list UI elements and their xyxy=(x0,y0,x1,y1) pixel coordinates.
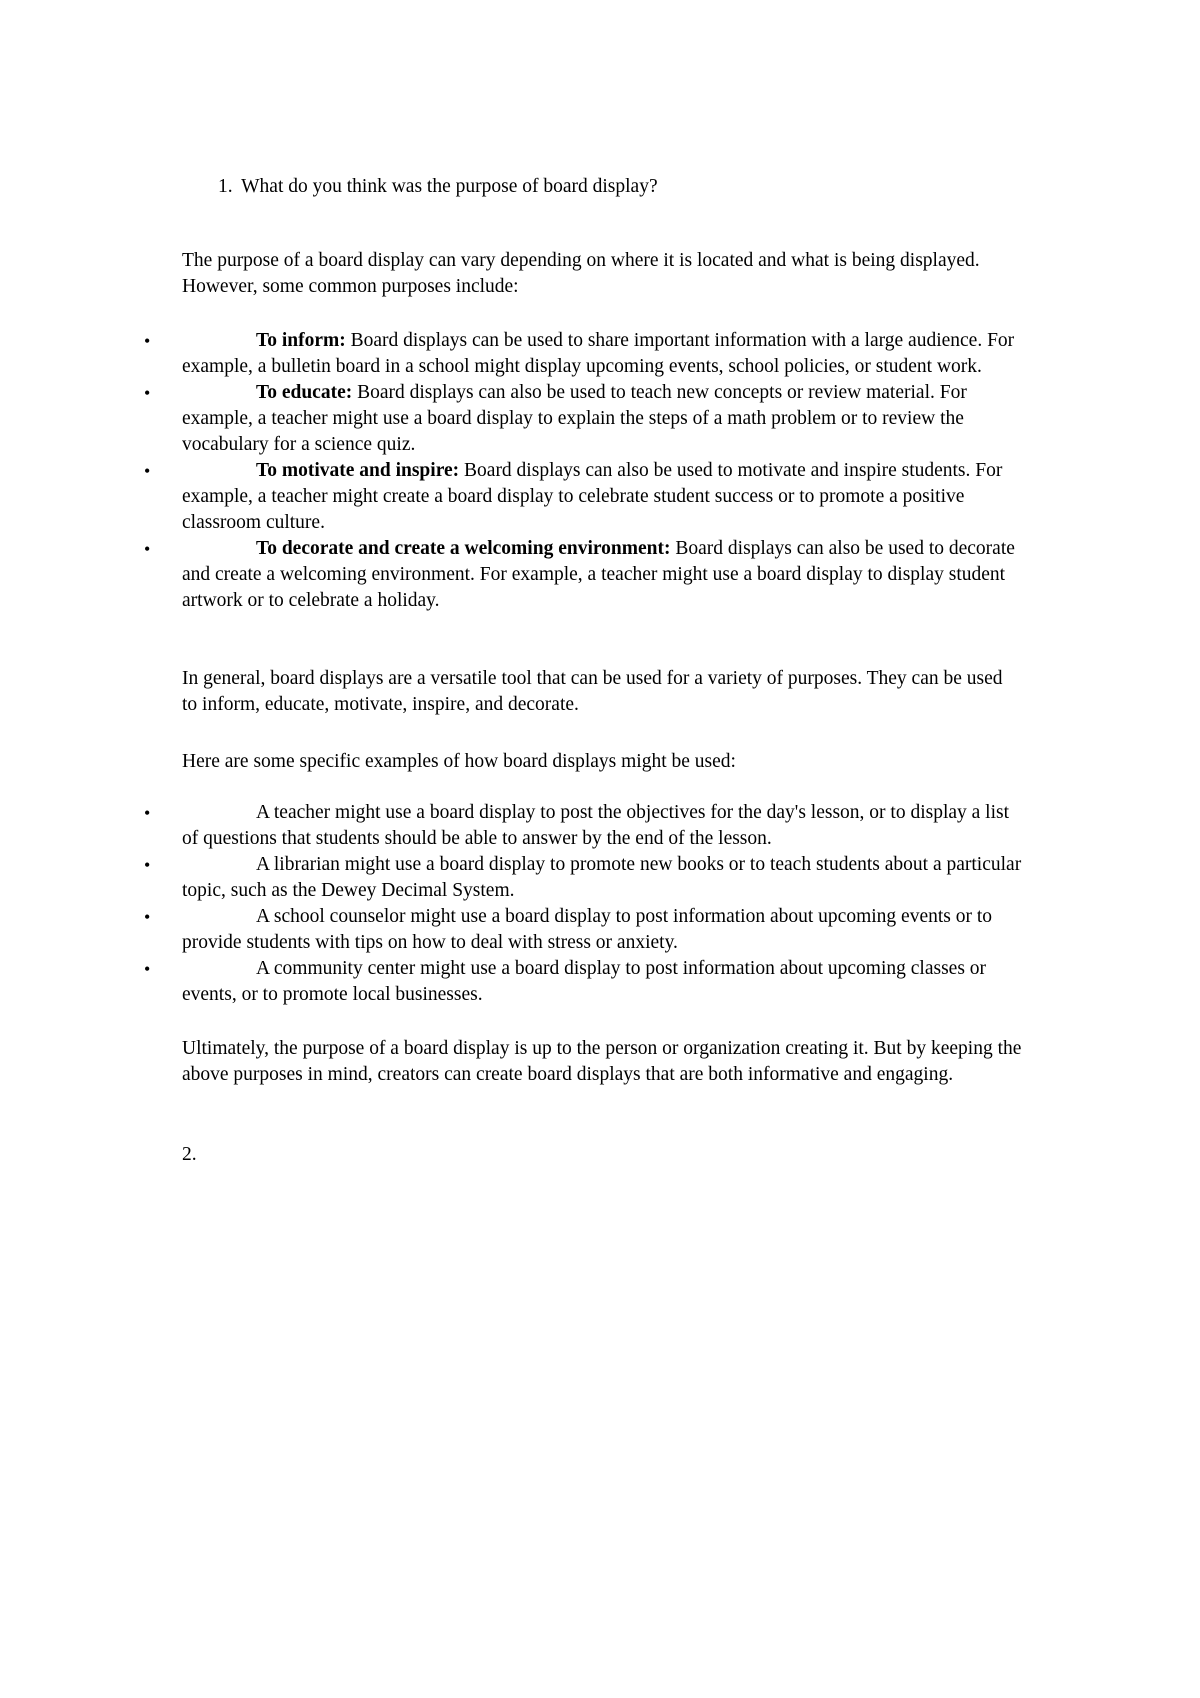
example-item-text xyxy=(182,800,1022,852)
purpose-item xyxy=(0,328,1022,380)
bullet-icon: • xyxy=(144,383,151,403)
purpose-item-text xyxy=(182,536,1022,614)
purpose-label: To motivate and inspire: xyxy=(256,460,460,481)
bullet-icon: • xyxy=(144,959,151,979)
examples-intro-paragraph: Here are some specific examples of how board displays might be used: xyxy=(182,751,736,772)
example-item-text xyxy=(182,956,1022,1008)
purpose-item xyxy=(0,458,1022,536)
example-item-text xyxy=(182,852,1022,904)
purpose-item-text xyxy=(182,380,1022,458)
example-text: A school counselor might use a board display to post information about upcoming events or to provide students with tips on how to deal with stress or anxiety. xyxy=(182,906,993,953)
bullet-icon: • xyxy=(144,461,151,481)
question-1-heading xyxy=(218,174,1038,200)
purpose-item-text xyxy=(182,328,1022,380)
purpose-label: To inform: xyxy=(256,330,346,351)
example-text: A teacher might use a board display to post the objectives for the day's lesson, or to display a list of questions that students should be able to answer by the end of the lesson. xyxy=(182,802,1010,849)
purpose-description: Board displays can also be used to motivate and inspire students. For example, a teacher might create a board display to celebrate student success or to promote a positive classroom culture. xyxy=(182,460,1003,533)
example-item xyxy=(0,904,1022,956)
purpose-item xyxy=(0,536,1022,614)
example-item xyxy=(0,852,1022,904)
purpose-description: Board displays can also be used to decorate and create a welcoming environment. For example, a teacher might use a board display to display student artwork or to celebrate a holiday. xyxy=(182,538,1015,611)
purpose-item-text xyxy=(182,458,1022,536)
question-2-number: 2. xyxy=(182,1144,197,1165)
purpose-description: Board displays can be used to share important information with a large audience. For example, a bulletin board in a school might display upcoming events, school policies, or student work. xyxy=(182,330,1015,377)
examples-list xyxy=(0,800,1050,1008)
bullet-icon: • xyxy=(144,907,151,927)
purposes-list xyxy=(0,328,1050,614)
purpose-label: To decorate and create a welcoming environment: xyxy=(256,538,671,559)
bullet-icon: • xyxy=(144,855,151,875)
intro-paragraph: The purpose of a board display can vary depending on where it is located and what is being displayed. However, some common purposes include: xyxy=(182,250,980,297)
general-paragraph: In general, board displays are a versatile tool that can be used for a variety of purposes. They can be used to inform, educate, motivate, inspire, and decorate. xyxy=(182,668,1003,715)
example-text: A community center might use a board display to post information about upcoming classes or events, or to promote local businesses. xyxy=(182,958,987,1005)
purpose-description: Board displays can also be used to teach new concepts or review material. For example, a teacher might use a board display to explain the steps of a math problem or to review the vocabulary for a science quiz. xyxy=(182,382,967,455)
question-1-number: 1. xyxy=(218,176,233,197)
bullet-icon: • xyxy=(144,803,151,823)
example-text: A librarian might use a board display to promote new books or to teach students about a particular topic, such as the Dewey Decimal System. xyxy=(182,854,1022,901)
example-item xyxy=(0,956,1022,1008)
purpose-label: To educate: xyxy=(256,382,353,403)
purpose-item xyxy=(0,380,1022,458)
conclusion-paragraph: Ultimately, the purpose of a board display is up to the person or organization creating it. But by keeping the above purposes in mind, creators can create board displays that are both informative and engaging. xyxy=(182,1038,1022,1085)
bullet-icon: • xyxy=(144,331,151,351)
question-1-text: What do you think was the purpose of board display? xyxy=(241,176,658,197)
bullet-icon: • xyxy=(144,539,151,559)
example-item-text xyxy=(182,904,1022,956)
example-item xyxy=(0,800,1022,852)
